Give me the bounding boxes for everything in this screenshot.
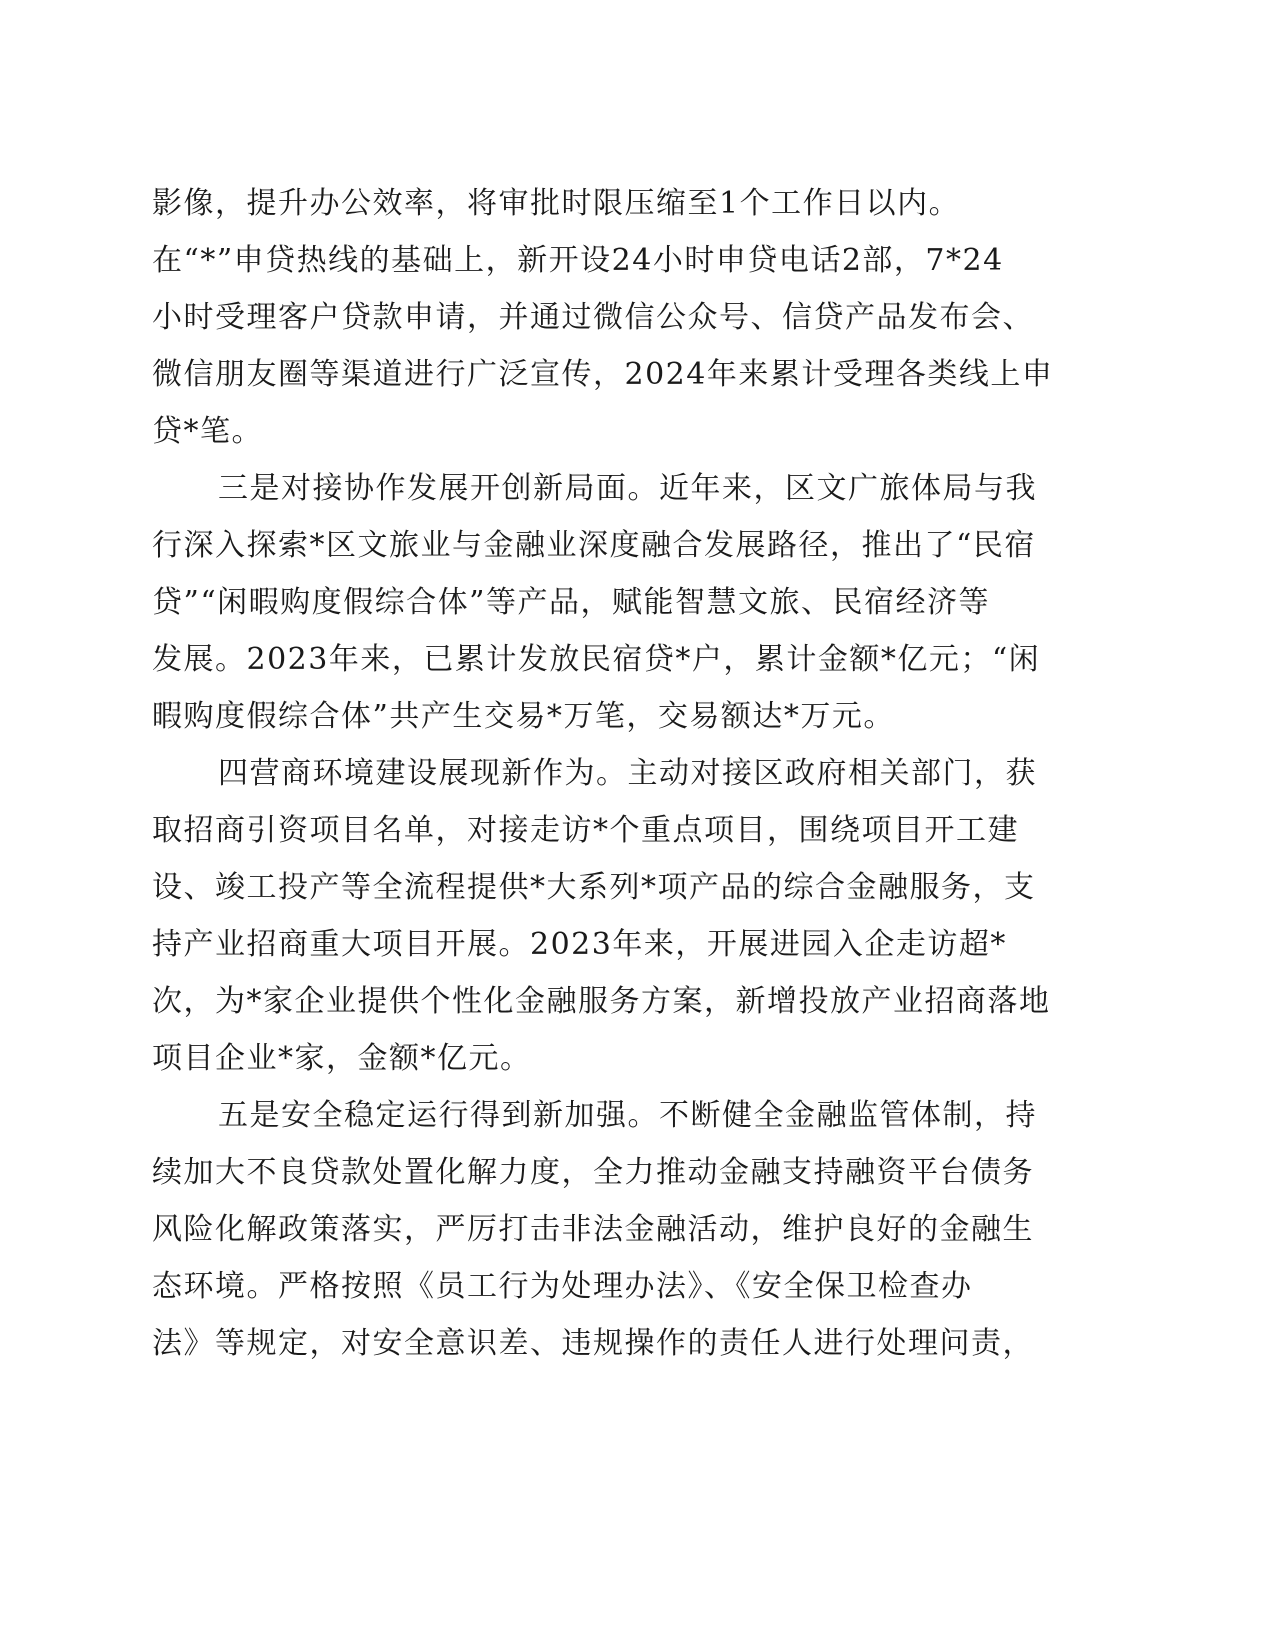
- text-line: 发展。2023年来，已累计发放民宿贷*户，累计金额*亿元；“闲: [152, 642, 1041, 677]
- text-line: 影像，提升办公效率，将审批时限压缩至1个工作日以内。: [152, 186, 961, 221]
- paragraph-4-heading-line: 四营商环境建设展现新作为。主动对接区政府相关部门，获: [218, 756, 1037, 791]
- text-line: 次，为*家企业提供个性化金融服务方案，新增投放产业招商落地: [152, 984, 1051, 1019]
- paragraph-3-heading-line: 三是对接协作发展开创新局面。近年来，区文广旅体局与我: [218, 471, 1037, 506]
- text-line: 持产业招商重大项目开展。2023年来，开展进园入企走访超*: [152, 927, 1007, 962]
- text-line: 法》等规定，对安全意识差、违规操作的责任人进行处理问责，: [152, 1326, 1034, 1361]
- text-line: 微信朋友圈等渠道进行广泛宣传，2024年来累计受理各类线上申: [152, 357, 1054, 392]
- text-line: 小时受理客户贷款申请，并通过微信公众号、信贷产品发布会、: [152, 300, 1034, 335]
- text-line: 在“*”申贷热线的基础上，新开设24小时申贷电话2部，7*24: [152, 243, 1004, 278]
- text-line: 取招商引资项目名单，对接走访*个重点项目，围绕项目开工建: [152, 813, 1019, 848]
- text-line: 风险化解政策落实，严厉打击非法金融活动，维护良好的金融生: [152, 1212, 1034, 1247]
- text-line: 暇购度假综合体”共产生交易*万笔，交易额达*万元。: [152, 699, 895, 734]
- text-line: 态环境。严格按照《员工行为处理办法》、《安全保卫检查办: [152, 1269, 973, 1304]
- text-line: 贷”“闲暇购度假综合体”等产品，赋能智慧文旅、民宿经济等: [152, 585, 991, 620]
- text-line: 设、竣工投产等全流程提供*大系列*项产品的综合金融服务，支: [152, 870, 1036, 905]
- text-line: 贷*笔。: [152, 414, 263, 449]
- text-line: 续加大不良贷款处置化解力度，全力推动金融支持融资平台债务: [152, 1155, 1034, 1190]
- text-line: 项目企业*家，金额*亿元。: [152, 1041, 532, 1076]
- text-line: 行深入探索*区文旅业与金融业深度融合发展路径，推出了“民宿: [152, 528, 1036, 563]
- paragraph-5-heading-line: 五是安全稳定运行得到新加强。不断健全金融监管体制，持: [218, 1098, 1037, 1133]
